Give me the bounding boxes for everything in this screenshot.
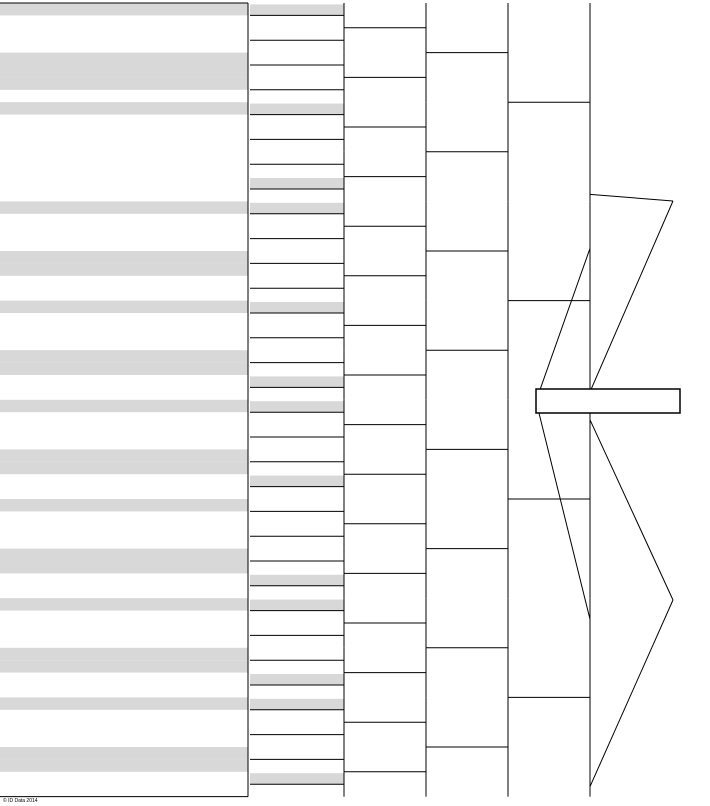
final-connector	[536, 248, 590, 401]
entry-shade	[0, 462, 248, 474]
entry-shade	[0, 400, 248, 412]
winner-shade	[250, 773, 344, 784]
entry-shade	[0, 251, 248, 263]
final-connector	[590, 194, 673, 201]
final-connector	[590, 201, 673, 392]
entry-shade	[0, 549, 248, 561]
winner-shade	[250, 376, 344, 387]
entry-shade	[0, 449, 248, 461]
entry-shade	[0, 53, 248, 65]
entry-shade	[0, 350, 248, 362]
entry-shade	[0, 697, 248, 709]
entry-shade	[0, 648, 248, 660]
winner-shade	[250, 104, 344, 115]
entry-shade	[0, 3, 248, 15]
winner-shade	[250, 575, 344, 586]
entry-shade	[0, 747, 248, 759]
winner-shade	[250, 476, 344, 487]
entry-shade	[0, 301, 248, 313]
entry-shade	[0, 363, 248, 375]
winner-shade	[250, 178, 344, 189]
winner-shade	[250, 699, 344, 710]
final-connector	[590, 600, 673, 787]
entry-shade	[0, 499, 248, 511]
entry-shade	[0, 598, 248, 610]
winner-box	[536, 389, 680, 413]
final-connector	[590, 420, 673, 600]
entry-shade	[0, 77, 248, 89]
winner-shade	[250, 4, 344, 15]
entry-shade	[0, 759, 248, 771]
winner-shade	[250, 600, 344, 611]
footer-copyright: © ID Data 2014	[3, 798, 38, 804]
entry-shade	[0, 561, 248, 573]
entry-shade	[0, 263, 248, 275]
winner-shade	[250, 401, 344, 412]
winner-shade	[250, 674, 344, 685]
winner-shade	[250, 302, 344, 313]
entry-shade	[0, 660, 248, 672]
entry-shade	[0, 102, 248, 114]
entry-shade	[0, 201, 248, 213]
entry-shade	[0, 65, 248, 77]
final-connector	[536, 401, 590, 619]
winner-shade	[250, 203, 344, 214]
